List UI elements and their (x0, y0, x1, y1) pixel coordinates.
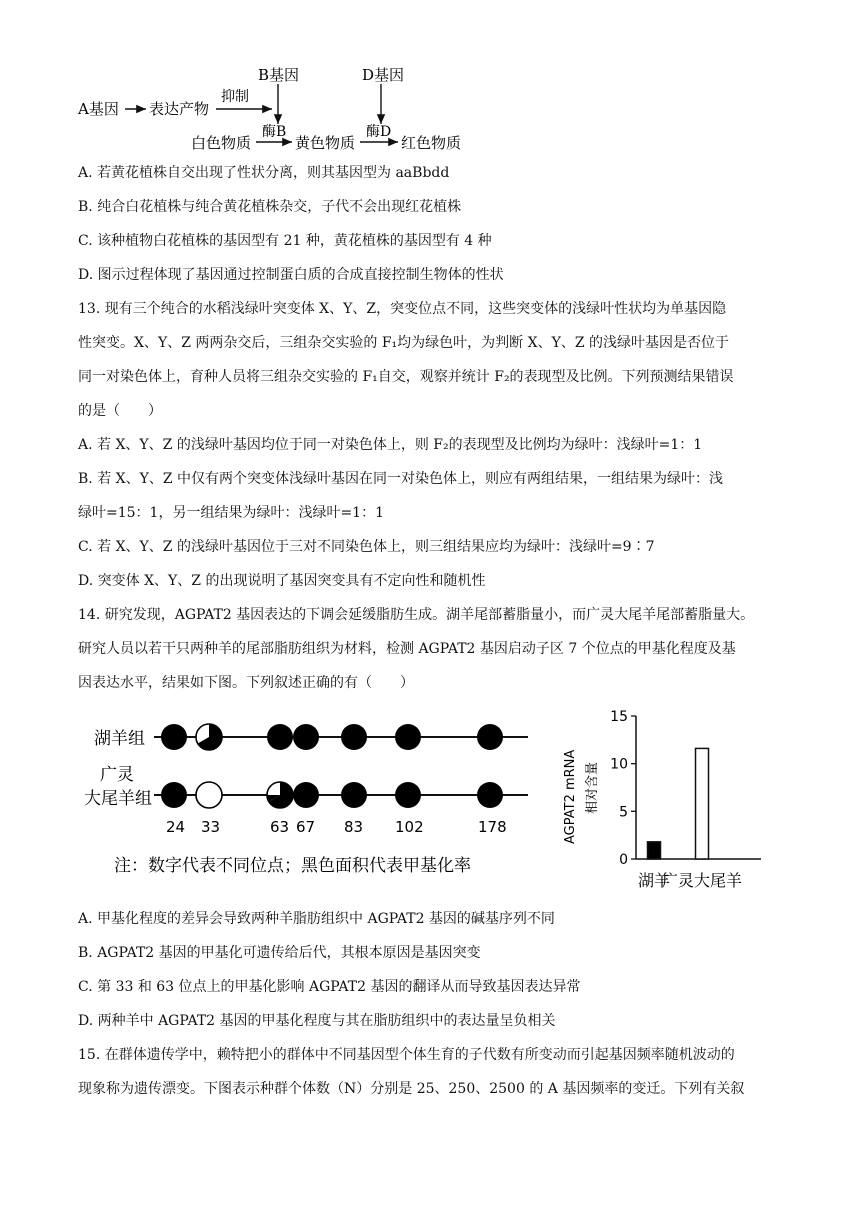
q14-stem-3: 因表达水平，结果如下图。下列叙述正确的有（ ） (78, 675, 414, 691)
q13-option-d: D. 突变体 X、Y、Z 的出现说明了基因突变具有不定向性和随机性 (78, 573, 486, 589)
product-label: 表达产物 (149, 100, 210, 118)
row1-site-102 (395, 724, 421, 750)
q13-option-c: C. 若 X、Y、Z 的浅绿叶基因位于三对不同染色体上，则三组结果应均为绿叶：浅绿叶=9∶7 (78, 539, 655, 555)
site-number: 83 (344, 818, 364, 836)
bar-1 (696, 748, 709, 859)
enzyme-b-label: 酶B (262, 124, 287, 140)
q13-option-a: A. 若 X、Y、Z 的浅绿叶基因均位于同一对染色体上，则 F₂的表现型及比例均为绿叶：浅绿叶=1：1 (78, 437, 703, 453)
q13-stem-4: 的是（ ） (78, 403, 162, 419)
gene-a-label: A基因 (78, 100, 119, 118)
site-number: 33 (201, 818, 221, 836)
q14-option-d: D. 两种羊中 AGPAT2 基因的甲基化程度与其在脂肪组织中的表达量呈负相关 (78, 1013, 556, 1029)
site-number: 24 (166, 818, 186, 836)
figure-note: 注：数字代表不同位点；黑色面积代表甲基化率 (114, 856, 471, 876)
y-tick-label: 10 (610, 756, 628, 773)
enzyme-d-label: 酶D (366, 124, 392, 140)
row2-label-a: 广灵 (100, 765, 134, 785)
row2-site-33 (196, 782, 222, 808)
category-label: 广灵大尾羊 (661, 871, 743, 890)
row1-site-67 (293, 724, 319, 750)
q12-option-c: C. 该种植物白花植株的基因型有 21 种，黄花植株的基因型有 4 种 (78, 233, 492, 249)
y-axis-label-1: AGPAT2 mRNA (563, 749, 578, 844)
gene-d-label: D基因 (362, 66, 405, 84)
red-substance: 红色物质 (401, 134, 462, 152)
row1-site-63 (267, 724, 293, 750)
row2-site-24 (161, 782, 187, 808)
row1-label: 湖羊组 (94, 729, 145, 749)
y-tick-label: 5 (619, 804, 628, 821)
q12-option-a: A. 若黄花植株自交出现了性状分离，则其基因型为 aaBbdd (78, 165, 450, 181)
row1-site-33 (196, 724, 222, 750)
q14-option-a: A. 甲基化程度的差异会导致两种羊脂肪组织中 AGPAT2 基因的碱基序列不同 (78, 911, 555, 927)
row2-site-67 (293, 782, 319, 808)
site-number: 102 (395, 818, 424, 836)
q12-option-b: B. 纯合白花植株与纯合黄花植株杂交，子代不会出现红花植株 (78, 199, 462, 215)
bar-0 (648, 842, 661, 859)
y-tick-label: 0 (619, 852, 628, 868)
gene-b-label: B基因 (258, 66, 300, 84)
row1-site-178 (477, 724, 503, 750)
mrna-bar-chart (556, 704, 786, 894)
site-number: 67 (296, 818, 316, 836)
q13-stem-3: 同一对染色体上，育种人员将三组杂交实验的 F₁自交，观察并统计 F₂的表现型及比例。下列预测结果错误 (78, 369, 734, 385)
row1-site-24 (161, 724, 187, 750)
row1-site-83 (341, 724, 367, 750)
q13-option-b: B. 若 X、Y、Z 中仅有两个突变体浅绿叶基因在同一对染色体上，则应有两组结果，一组结果为绿叶：浅 (78, 471, 724, 487)
q14-stem-1: 14. 研究发现，AGPAT2 基因表达的下调会延缓脂肪生成。湖羊尾部蓄脂量小，而广灵大尾羊尾部蓄脂量大。 (78, 607, 755, 623)
q13-stem-1: 13. 现有三个纯合的水稻浅绿叶突变体 X、Y、Z，突变位点不同，这些突变体的浅绿叶性状均为单基因隐 (78, 301, 727, 317)
yellow-substance: 黄色物质 (295, 134, 356, 152)
inhibit-label: 抑制 (221, 89, 249, 105)
category-label: 湖羊 (637, 871, 671, 890)
q12-option-d: D. 图示过程体现了基因通过控制蛋白质的合成直接控制生物体的性状 (78, 267, 504, 283)
q13-option-b-cont: 绿叶=15：1，另一组结果为绿叶：浅绿叶=1：1 (78, 505, 384, 521)
y-axis-label-2: 相对含量 (585, 761, 600, 814)
methylation-figure (70, 708, 550, 893)
site-number: 63 (270, 818, 290, 836)
pathway-diagram (70, 62, 570, 152)
row2-site-63 (267, 782, 293, 808)
row2-site-83 (341, 782, 367, 808)
q13-stem-2: 性突变。X、Y、Z 两两杂交后，三组杂交实验的 F₁均为绿色叶，为判断 X、Y、Z 的浅绿叶基因是否位于 (78, 335, 729, 351)
row2-site-102 (395, 782, 421, 808)
q14-stem-2: 研究人员以若干只两种羊的尾部脂肪组织为材料，检测 AGPAT2 基因启动子区 7 个位点的甲基化程度及基 (78, 641, 736, 657)
y-tick-label: 15 (610, 709, 628, 725)
white-substance: 白色物质 (191, 134, 252, 152)
q14-option-b: B. AGPAT2 基因的甲基化可遗传给后代，其根本原因是基因突变 (78, 945, 481, 961)
q14-option-c: C. 第 33 和 63 位点上的甲基化影响 AGPAT2 基因的翻译从而导致基因表达异常 (78, 979, 581, 995)
site-number: 178 (478, 818, 507, 836)
row2-site-178 (477, 782, 503, 808)
q15-stem-2: 现象称为遗传漂变。下图表示种群个体数（N）分别是 25、250、2500 的 A 基因频率的变迁。下列有关叙 (78, 1081, 745, 1097)
q15-stem-1: 15. 在群体遗传学中，赖特把小的群体中不同基因型个体生育的子代数有所变动而引起基因频率随机波动的 (78, 1047, 735, 1063)
row2-label-b: 大尾羊组 (84, 789, 152, 809)
